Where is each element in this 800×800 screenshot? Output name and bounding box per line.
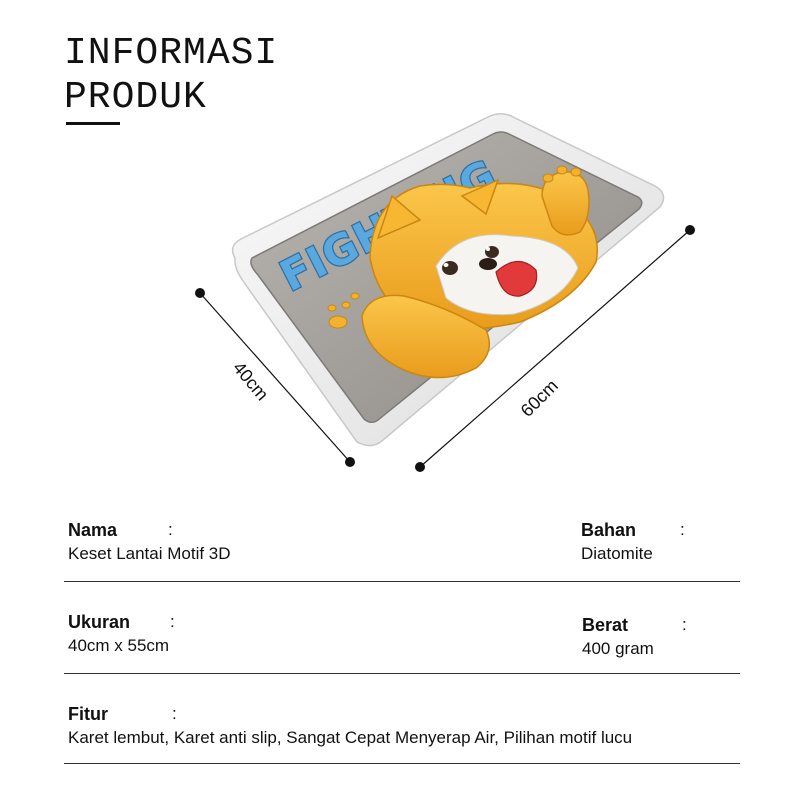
bahan-value: Diatomite: [581, 544, 653, 563]
ukuran-value: 40cm x 55cm: [68, 636, 170, 655]
title-line-2: PRODUK: [64, 76, 207, 119]
fitur-colon: :: [172, 704, 177, 723]
product-figure: [0, 100, 800, 500]
nama-value: Keset Lantai Motif 3D: [68, 544, 231, 563]
nama-label: Nama: [68, 520, 118, 540]
bahan-label: Bahan: [581, 520, 637, 540]
nama-colon: :: [168, 520, 173, 539]
bahan-colon: :: [680, 520, 685, 539]
divider: [64, 673, 740, 674]
berat-label: Berat: [582, 615, 629, 635]
fitur-value: Karet lembut, Karet anti slip, Sangat Cepat Menyerap Air, Pilihan motif lucu: [68, 728, 633, 747]
berat-colon: :: [682, 615, 687, 634]
fitur-label: Fitur: [68, 704, 108, 724]
berat-value: 400 gram: [582, 639, 654, 658]
doormat-image: [233, 114, 664, 446]
divider: [64, 581, 740, 582]
dimension-short-label: 40cm: [228, 357, 273, 405]
title-line-1: INFORMASI: [64, 32, 279, 75]
ukuran-colon: :: [170, 612, 175, 631]
divider: [64, 763, 740, 764]
dimension-long-label: 60cm: [516, 375, 562, 421]
ukuran-label: Ukuran: [68, 612, 131, 632]
